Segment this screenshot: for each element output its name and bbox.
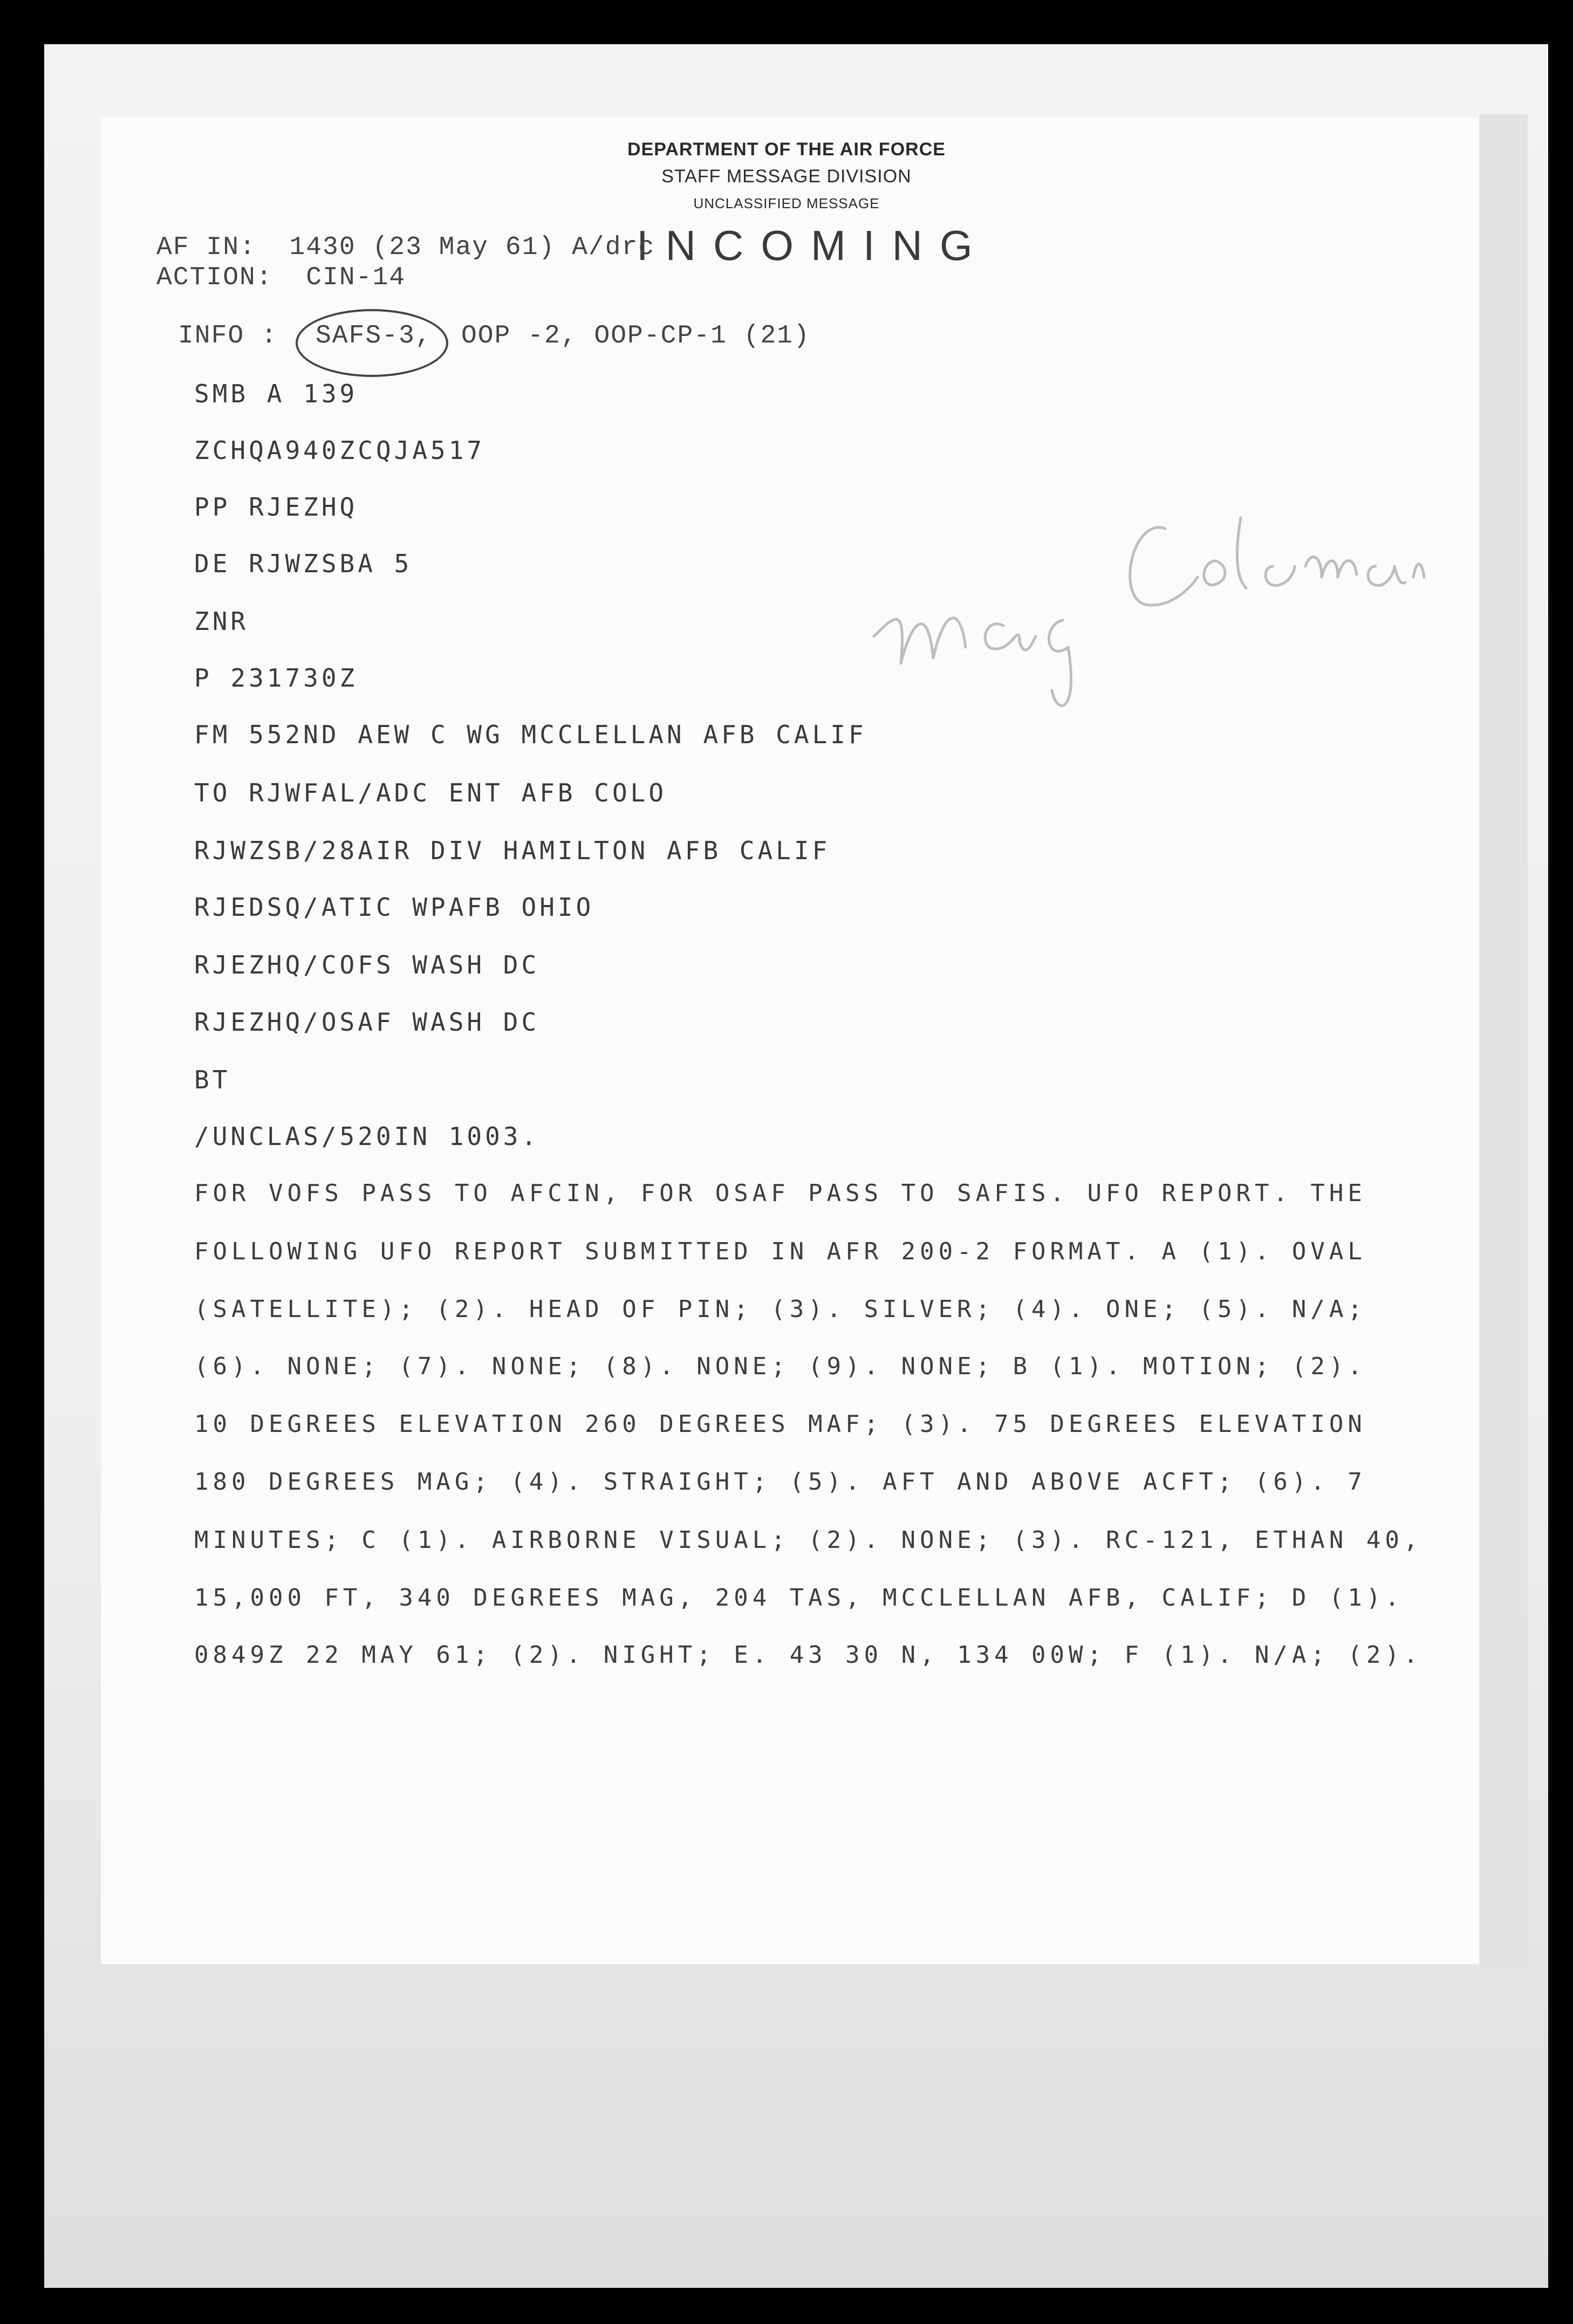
- routing-line: TO RJWFAL/ADC ENT AFB COLO: [194, 778, 667, 807]
- info-label: INFO :: [178, 321, 278, 351]
- routing-line: ZNR: [194, 607, 249, 636]
- routing-line: /UNCLAS/520IN 1003.: [194, 1122, 540, 1151]
- department-heading: DEPARTMENT OF THE AIR FORCE: [627, 139, 946, 160]
- info-circled: SAFS-3,: [316, 321, 432, 351]
- routing-line: SMB A 139: [194, 379, 358, 408]
- routing-line: RJWZSB/28AIR DIV HAMILTON AFB CALIF: [194, 836, 831, 865]
- routing-line: FM 552ND AEW C WG MCCLELLAN AFB CALIF: [194, 720, 867, 749]
- sheet-edge: [1479, 114, 1528, 1970]
- incoming-stamp: INCOMING: [637, 222, 990, 269]
- report-line: 10 DEGREES ELEVATION 260 DEGREES MAF; (3). 75 DEGREES ELEVATION: [194, 1410, 1366, 1438]
- info-distribution: OOP -2, OOP-CP-1 (21): [461, 321, 810, 351]
- report-line: MINUTES; C (1). AIRBORNE VISUAL; (2). NONE; (3). RC-121, ETHAN 40,: [194, 1526, 1422, 1554]
- routing-line: RJEZHQ/COFS WASH DC: [194, 950, 540, 979]
- handwritten-annotation: [863, 485, 1435, 723]
- report-line: (6). NONE; (7). NONE; (8). NONE; (9). NONE; B (1). MOTION; (2).: [194, 1353, 1366, 1380]
- af-in-line: AF IN: 1430 (23 May 61) A/drc: [156, 233, 655, 262]
- routing-line: P 231730Z: [194, 663, 358, 693]
- routing-line: ZCHQA940ZCQJA517: [194, 436, 485, 465]
- routing-line: BT: [194, 1065, 231, 1094]
- routing-line: RJEZHQ/OSAF WASH DC: [194, 1007, 540, 1037]
- report-line: FOR VOFS PASS TO AFCIN, FOR OSAF PASS TO SAFIS. UFO REPORT. THE: [194, 1180, 1366, 1207]
- report-line: (SATELLITE); (2). HEAD OF PIN; (3). SILVER; (4). ONE; (5). N/A;: [194, 1295, 1366, 1323]
- routing-line: RJEDSQ/ATIC WPAFB OHIO: [194, 893, 594, 922]
- report-line: 0849Z 22 MAY 61; (2). NIGHT; E. 43 30 N, 134 00W; F (1). N/A; (2).: [194, 1641, 1422, 1669]
- classification-heading: UNCLASSIFIED MESSAGE: [693, 195, 880, 211]
- routing-line: DE RJWZSBA 5: [194, 549, 413, 578]
- routing-line: PP RJEZHQ: [194, 492, 358, 522]
- division-heading: STAFF MESSAGE DIVISION: [661, 166, 912, 187]
- report-line: FOLLOWING UFO REPORT SUBMITTED IN AFR 200-2 FORMAT. A (1). OVAL: [194, 1238, 1366, 1265]
- action-line: ACTION: CIN-14: [156, 263, 406, 292]
- report-line: 180 DEGREES MAG; (4). STRAIGHT; (5). AFT AND ABOVE ACFT; (6). 7: [194, 1468, 1366, 1496]
- report-line: 15,000 FT, 340 DEGREES MAG, 204 TAS, MCCLELLAN AFB, CALIF; D (1).: [194, 1584, 1404, 1612]
